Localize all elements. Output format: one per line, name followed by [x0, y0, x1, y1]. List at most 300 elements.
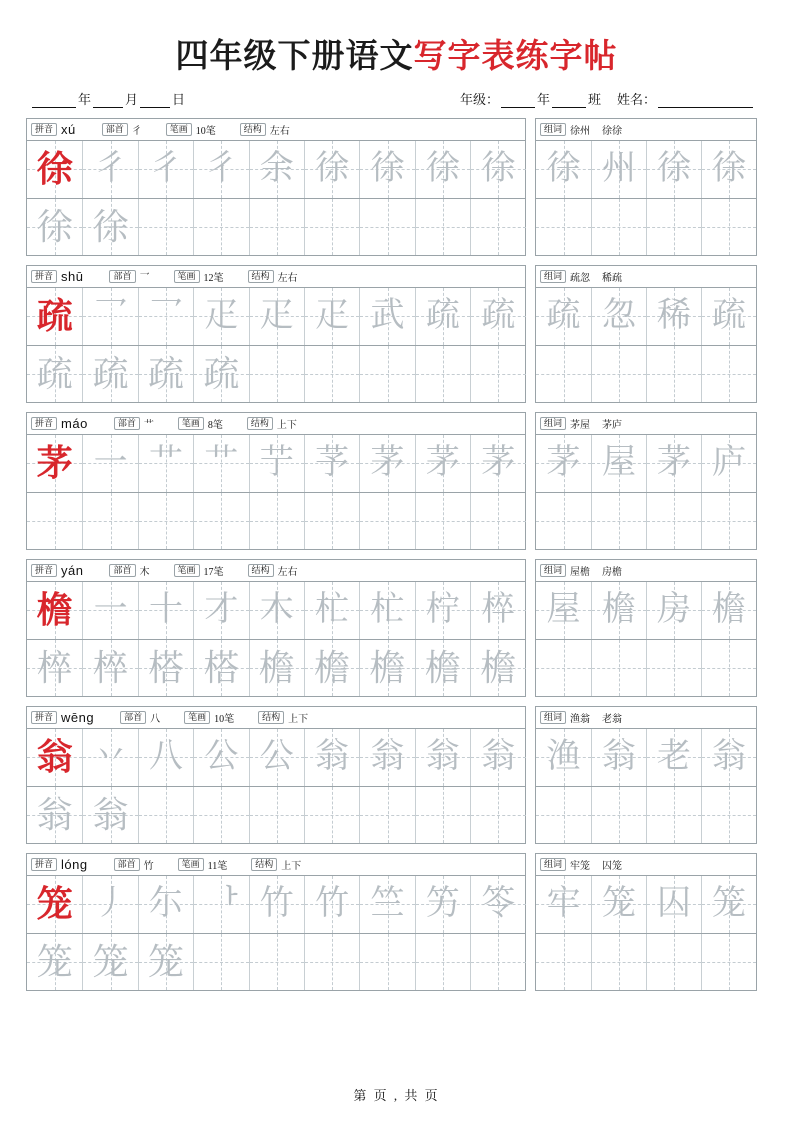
practice-cell[interactable] — [138, 934, 193, 991]
practice-cell[interactable] — [415, 199, 470, 256]
stroke-step-cell[interactable] — [82, 582, 137, 639]
word-practice-cell[interactable] — [646, 199, 701, 256]
practice-cell[interactable] — [304, 640, 359, 697]
grid-line — [536, 933, 756, 991]
practice-glyph — [416, 787, 470, 844]
stroke-step-cell[interactable] — [415, 729, 470, 786]
word-practice-cell[interactable] — [591, 640, 646, 697]
words-meta-bar — [536, 413, 756, 435]
page-title — [26, 30, 767, 77]
practice-cell[interactable] — [470, 493, 525, 550]
word-practice-cell[interactable] — [591, 493, 646, 550]
pinyin-label: 拼音 — [31, 123, 57, 136]
practice-cell[interactable] — [415, 787, 470, 844]
practice-glyph — [139, 199, 193, 256]
words-practice-panel — [535, 853, 757, 991]
stroke-step-cell[interactable] — [415, 141, 470, 198]
word-cell[interactable] — [591, 141, 646, 198]
stroke-step-cell[interactable] — [415, 288, 470, 345]
word-cell[interactable] — [591, 582, 646, 639]
word-cell[interactable] — [646, 729, 701, 786]
grid-line — [536, 582, 756, 639]
model-character-cell[interactable] — [27, 288, 82, 345]
practice-glyph: 笼 — [147, 941, 184, 982]
stroke-step-glyph: 翁 — [370, 738, 405, 776]
practice-cell[interactable] — [27, 493, 82, 550]
practice-glyph — [305, 199, 359, 256]
practice-cell[interactable] — [359, 346, 414, 403]
word-cell[interactable] — [536, 141, 591, 198]
structure-label: 结构 — [248, 564, 274, 577]
practice-cell[interactable] — [138, 787, 193, 844]
stroke-step-glyph: 艹 — [148, 444, 183, 482]
practice-cell[interactable] — [304, 493, 359, 550]
stroke-step-cell[interactable] — [470, 288, 525, 345]
word-cell[interactable] — [646, 288, 701, 345]
title-subject: 四年级下册语文 — [175, 39, 414, 75]
word-cell[interactable] — [536, 435, 591, 492]
word-practice-cell[interactable] — [646, 346, 701, 403]
stroke-step-cell[interactable] — [470, 435, 525, 492]
stroke-step-cell[interactable] — [138, 729, 193, 786]
words-practice-panel — [535, 118, 757, 256]
stroke-practice-panel — [26, 559, 526, 697]
model-character-cell[interactable] — [27, 582, 82, 639]
practice-cell[interactable] — [415, 346, 470, 403]
grid-line — [536, 435, 756, 492]
practice-cell[interactable] — [304, 199, 359, 256]
word-cell[interactable] — [536, 729, 591, 786]
word-practice-glyph — [702, 199, 756, 256]
practice-glyph: 椊 — [36, 647, 73, 688]
word-glyph: 牢 — [546, 885, 581, 923]
word-glyph: 徐 — [546, 150, 581, 188]
stroke-step-cell[interactable] — [304, 729, 359, 786]
words-practice-panel — [535, 265, 757, 403]
practice-glyph: 疏 — [36, 353, 73, 394]
word-practice-cell[interactable] — [536, 934, 591, 991]
stroke-step-cell[interactable] — [304, 288, 359, 345]
stroke-step-cell[interactable] — [304, 435, 359, 492]
practice-glyph: 檐 — [258, 647, 295, 688]
words-label: 组词 — [540, 564, 566, 577]
word-practice-glyph — [592, 346, 646, 403]
word-glyph: 檐 — [712, 591, 746, 629]
word-practice-cell[interactable] — [591, 787, 646, 844]
word-cell[interactable] — [646, 582, 701, 639]
practice-cell[interactable] — [359, 199, 414, 256]
practice-cell[interactable] — [359, 640, 414, 697]
practice-cell[interactable] — [193, 787, 248, 844]
word-glyph: 徐 — [657, 150, 691, 188]
stroke-step-cell[interactable] — [415, 435, 470, 492]
date-day-blank[interactable] — [140, 94, 170, 108]
practice-cell[interactable] — [304, 787, 359, 844]
stroke-step-glyph: 八 — [148, 738, 183, 776]
practice-cell[interactable] — [82, 346, 137, 403]
word-practice-cell[interactable] — [701, 493, 756, 550]
word-practice-cell[interactable] — [536, 640, 591, 697]
stroke-step-glyph: 椊 — [481, 591, 516, 629]
radical-label: 部首 — [109, 270, 135, 283]
stroke-grid — [27, 729, 525, 843]
word-practice-glyph — [702, 787, 756, 844]
model-character-cell[interactable] — [27, 141, 82, 198]
stroke-step-cell[interactable] — [359, 435, 414, 492]
practice-glyph — [139, 787, 193, 844]
practice-cell[interactable] — [193, 199, 248, 256]
word-practice-cell[interactable] — [701, 640, 756, 697]
stroke-step-cell[interactable] — [304, 876, 359, 933]
word-glyph: 屋 — [546, 591, 581, 629]
practice-cell[interactable] — [249, 199, 304, 256]
practice-glyph: 椊 — [92, 647, 129, 688]
practice-glyph: 檐 — [424, 647, 461, 688]
practice-glyph — [305, 493, 359, 550]
word-glyph: 稀 — [657, 297, 691, 335]
grid-line — [27, 729, 525, 786]
word-cell[interactable] — [701, 435, 756, 492]
strokes-label: 笔画 — [178, 858, 204, 871]
grid-line — [536, 198, 756, 256]
date-month-blank[interactable] — [93, 94, 123, 108]
stroke-step-cell[interactable] — [304, 582, 359, 639]
practice-cell[interactable] — [82, 787, 137, 844]
stroke-step-cell[interactable] — [359, 582, 414, 639]
structure-label: 结构 — [240, 123, 266, 136]
practice-cell[interactable] — [359, 493, 414, 550]
practice-cell[interactable] — [193, 346, 248, 403]
stroke-step-cell[interactable] — [470, 876, 525, 933]
word-cell[interactable] — [591, 729, 646, 786]
character-row — [26, 265, 767, 403]
word-item: 稀疏 — [602, 273, 623, 284]
word-practice-cell[interactable] — [591, 934, 646, 991]
word-item: 徐徐 — [602, 126, 623, 137]
stroke-step-cell[interactable] — [193, 729, 248, 786]
stroke-step-cell[interactable] — [249, 435, 304, 492]
word-practice-cell[interactable] — [646, 640, 701, 697]
character-row — [26, 853, 767, 991]
pinyin-value: shū — [61, 269, 84, 284]
stroke-step-cell[interactable] — [193, 876, 248, 933]
word-practice-cell[interactable] — [701, 346, 756, 403]
practice-cell[interactable] — [249, 787, 304, 844]
word-cell[interactable] — [591, 876, 646, 933]
stroke-step-cell[interactable] — [359, 288, 414, 345]
word-practice-glyph — [592, 493, 646, 550]
words-practice-panel — [535, 706, 757, 844]
stroke-step-cell[interactable] — [82, 729, 137, 786]
practice-glyph — [360, 787, 414, 844]
word-practice-glyph — [702, 346, 756, 403]
stroke-step-cell[interactable] — [82, 141, 137, 198]
stroke-step-cell[interactable] — [138, 435, 193, 492]
grid-line — [27, 288, 525, 345]
word-cell[interactable] — [701, 582, 756, 639]
word-cell[interactable] — [646, 141, 701, 198]
stroke-step-cell[interactable] — [138, 582, 193, 639]
stroke-step-cell[interactable] — [249, 582, 304, 639]
word-glyph: 徐 — [712, 150, 746, 188]
word-practice-glyph — [647, 493, 701, 550]
stroke-step-cell[interactable] — [82, 876, 137, 933]
word-cell[interactable] — [536, 582, 591, 639]
stroke-step-glyph: 柠 — [425, 591, 460, 629]
pinyin-label: 拼音 — [31, 564, 57, 577]
class-blank[interactable] — [552, 94, 586, 108]
word-practice-cell[interactable] — [536, 199, 591, 256]
practice-cell[interactable] — [27, 640, 82, 697]
model-character: 疏 — [36, 296, 73, 337]
practice-cell[interactable] — [470, 640, 525, 697]
stroke-grid — [27, 582, 525, 696]
stroke-step-cell[interactable] — [249, 876, 304, 933]
word-practice-glyph — [536, 787, 591, 844]
stroke-step-glyph: 丿 — [93, 885, 128, 923]
practice-glyph — [139, 493, 193, 550]
structure-value: 左右 — [269, 126, 290, 137]
name-blank[interactable] — [658, 94, 753, 108]
pinyin-label: 拼音 — [31, 417, 57, 430]
practice-cell[interactable] — [470, 934, 525, 991]
words-grid — [536, 729, 756, 843]
strokes-label: 笔画 — [184, 711, 210, 724]
practice-glyph — [250, 934, 304, 991]
stroke-step-cell[interactable] — [359, 729, 414, 786]
stroke-step-cell[interactable] — [304, 141, 359, 198]
stroke-step-glyph: 徐 — [370, 150, 405, 188]
word-practice-cell[interactable] — [701, 199, 756, 256]
strokes-value: 17笔 — [203, 567, 224, 578]
stroke-step-cell[interactable] — [193, 435, 248, 492]
model-character: 茅 — [36, 443, 73, 484]
word-practice-cell[interactable] — [591, 199, 646, 256]
stroke-step-glyph: 竹 — [315, 885, 350, 923]
grade-label: 年级： — [459, 92, 499, 107]
practice-cell[interactable] — [359, 787, 414, 844]
stroke-step-cell[interactable] — [82, 435, 137, 492]
word-cell[interactable] — [591, 435, 646, 492]
stroke-step-glyph: 一 — [93, 444, 128, 482]
words-practice-panel — [535, 412, 757, 550]
word-glyph: 疏 — [712, 297, 746, 335]
practice-cell[interactable] — [82, 640, 137, 697]
word-practice-glyph — [592, 199, 646, 256]
practice-cell[interactable] — [138, 640, 193, 697]
grid-line — [27, 141, 525, 198]
model-character: 翁 — [36, 737, 73, 778]
practice-glyph — [471, 787, 525, 844]
word-practice-cell[interactable] — [536, 787, 591, 844]
pinyin-value: xú — [61, 122, 76, 137]
stroke-step-cell[interactable] — [193, 141, 248, 198]
stroke-step-glyph: 疋 — [315, 297, 350, 335]
word-practice-glyph — [536, 199, 591, 256]
stroke-step-cell[interactable] — [82, 288, 137, 345]
stroke-grid — [27, 876, 525, 990]
model-character-cell[interactable] — [27, 876, 82, 933]
stroke-step-cell[interactable] — [359, 876, 414, 933]
structure-value: 上下 — [276, 420, 297, 431]
radical-value: 艹 — [143, 420, 154, 431]
word-practice-cell[interactable] — [646, 934, 701, 991]
structure-value: 上下 — [288, 714, 309, 725]
practice-glyph — [305, 787, 359, 844]
strokes-value: 10笔 — [214, 714, 235, 725]
word-item: 房檐 — [602, 567, 623, 578]
word-glyph: 囚 — [657, 885, 691, 923]
stroke-step-cell[interactable] — [138, 876, 193, 933]
stroke-step-cell[interactable] — [193, 582, 248, 639]
stroke-step-cell[interactable] — [470, 141, 525, 198]
word-practice-cell[interactable] — [591, 346, 646, 403]
word-practice-cell[interactable] — [646, 787, 701, 844]
practice-cell[interactable] — [249, 934, 304, 991]
practice-cell[interactable] — [27, 934, 82, 991]
stroke-step-cell[interactable] — [470, 729, 525, 786]
word-glyph: 笼 — [602, 885, 636, 923]
practice-cell[interactable] — [304, 346, 359, 403]
grid-line — [536, 876, 756, 933]
practice-cell[interactable] — [470, 346, 525, 403]
stroke-step-glyph: 竺 — [370, 885, 405, 923]
word-glyph: 翁 — [712, 738, 746, 776]
stroke-step-cell[interactable] — [415, 582, 470, 639]
grid-line — [536, 288, 756, 345]
word-practice-cell[interactable] — [536, 346, 591, 403]
practice-glyph — [471, 199, 525, 256]
stroke-step-cell[interactable] — [138, 288, 193, 345]
word-cell[interactable] — [701, 288, 756, 345]
stroke-step-cell[interactable] — [359, 141, 414, 198]
grid-line — [27, 492, 525, 550]
grade-blank[interactable] — [501, 94, 535, 108]
word-cell[interactable] — [701, 729, 756, 786]
words-label: 组词 — [540, 858, 566, 871]
practice-glyph — [471, 934, 525, 991]
practice-cell[interactable] — [82, 493, 137, 550]
stroke-step-glyph: 翁 — [425, 738, 460, 776]
practice-cell[interactable] — [249, 346, 304, 403]
practice-cell[interactable] — [27, 787, 82, 844]
practice-cell[interactable] — [138, 199, 193, 256]
stroke-step-cell[interactable] — [470, 582, 525, 639]
practice-cell[interactable] — [82, 199, 137, 256]
word-cell[interactable] — [701, 141, 756, 198]
date-year-label: 年 — [78, 92, 92, 107]
practice-cell[interactable] — [304, 934, 359, 991]
word-glyph: 房 — [657, 591, 691, 629]
words-meta-bar — [536, 707, 756, 729]
practice-cell[interactable] — [359, 934, 414, 991]
model-character: 徐 — [36, 149, 73, 190]
word-item: 茅庐 — [602, 420, 623, 431]
word-cell[interactable] — [536, 876, 591, 933]
radical-label: 部首 — [102, 123, 128, 136]
word-glyph: 檐 — [602, 591, 636, 629]
pinyin-label: 拼音 — [31, 858, 57, 871]
model-character-cell[interactable] — [27, 729, 82, 786]
word-item: 茅屋 — [570, 420, 591, 431]
practice-glyph — [194, 493, 248, 550]
practice-cell[interactable] — [27, 346, 82, 403]
word-cell[interactable] — [701, 876, 756, 933]
practice-glyph — [471, 346, 525, 403]
word-practice-cell[interactable] — [646, 493, 701, 550]
model-character-cell[interactable] — [27, 435, 82, 492]
practice-cell[interactable] — [470, 787, 525, 844]
stroke-step-glyph: 彳 — [204, 150, 239, 188]
word-practice-glyph — [536, 934, 591, 991]
word-cell[interactable] — [591, 288, 646, 345]
practice-cell[interactable] — [415, 493, 470, 550]
grid-line — [27, 435, 525, 492]
stroke-step-glyph: 竻 — [425, 885, 460, 923]
practice-cell[interactable] — [138, 493, 193, 550]
word-cell[interactable] — [646, 435, 701, 492]
strokes-label: 笔画 — [174, 270, 200, 283]
practice-cell[interactable] — [249, 640, 304, 697]
practice-cell[interactable] — [193, 934, 248, 991]
practice-cell[interactable] — [415, 934, 470, 991]
practice-cell[interactable] — [193, 493, 248, 550]
stroke-step-cell[interactable] — [249, 141, 304, 198]
practice-cell[interactable] — [193, 640, 248, 697]
word-practice-glyph — [702, 493, 756, 550]
word-glyph: 翁 — [602, 738, 636, 776]
word-practice-glyph — [592, 640, 646, 697]
practice-glyph: 榙 — [203, 647, 240, 688]
practice-cell[interactable] — [138, 346, 193, 403]
word-practice-cell[interactable] — [701, 787, 756, 844]
stroke-step-cell[interactable] — [249, 288, 304, 345]
practice-glyph — [360, 199, 414, 256]
date-day-label: 日 — [172, 92, 186, 107]
practice-glyph: 檐 — [480, 647, 517, 688]
pinyin-value: yán — [61, 563, 84, 578]
word-practice-cell[interactable] — [701, 934, 756, 991]
word-cell[interactable] — [536, 288, 591, 345]
model-character: 檐 — [36, 590, 73, 631]
character-meta-bar — [27, 707, 525, 729]
practice-cell[interactable] — [249, 493, 304, 550]
date-year-blank[interactable] — [32, 94, 76, 108]
word-practice-cell[interactable] — [536, 493, 591, 550]
word-item: 渔翁 — [570, 714, 591, 725]
word-cell[interactable] — [646, 876, 701, 933]
word-practice-glyph — [647, 787, 701, 844]
stroke-step-cell[interactable] — [415, 876, 470, 933]
radical-label: 部首 — [114, 417, 140, 430]
word-item: 徐州 — [570, 126, 591, 137]
practice-glyph — [416, 346, 470, 403]
structure-label: 结构 — [258, 711, 284, 724]
stroke-step-glyph: 茅 — [425, 444, 460, 482]
stroke-practice-panel — [26, 118, 526, 256]
practice-glyph — [416, 199, 470, 256]
practice-cell[interactable] — [415, 640, 470, 697]
stroke-step-glyph: 徐 — [481, 150, 516, 188]
stroke-practice-panel — [26, 412, 526, 550]
practice-cell[interactable] — [82, 934, 137, 991]
stroke-step-cell[interactable] — [249, 729, 304, 786]
practice-cell[interactable] — [470, 199, 525, 256]
stroke-step-cell[interactable] — [138, 141, 193, 198]
strokes-label: 笔画 — [178, 417, 204, 430]
practice-cell[interactable] — [27, 199, 82, 256]
stroke-step-cell[interactable] — [193, 288, 248, 345]
